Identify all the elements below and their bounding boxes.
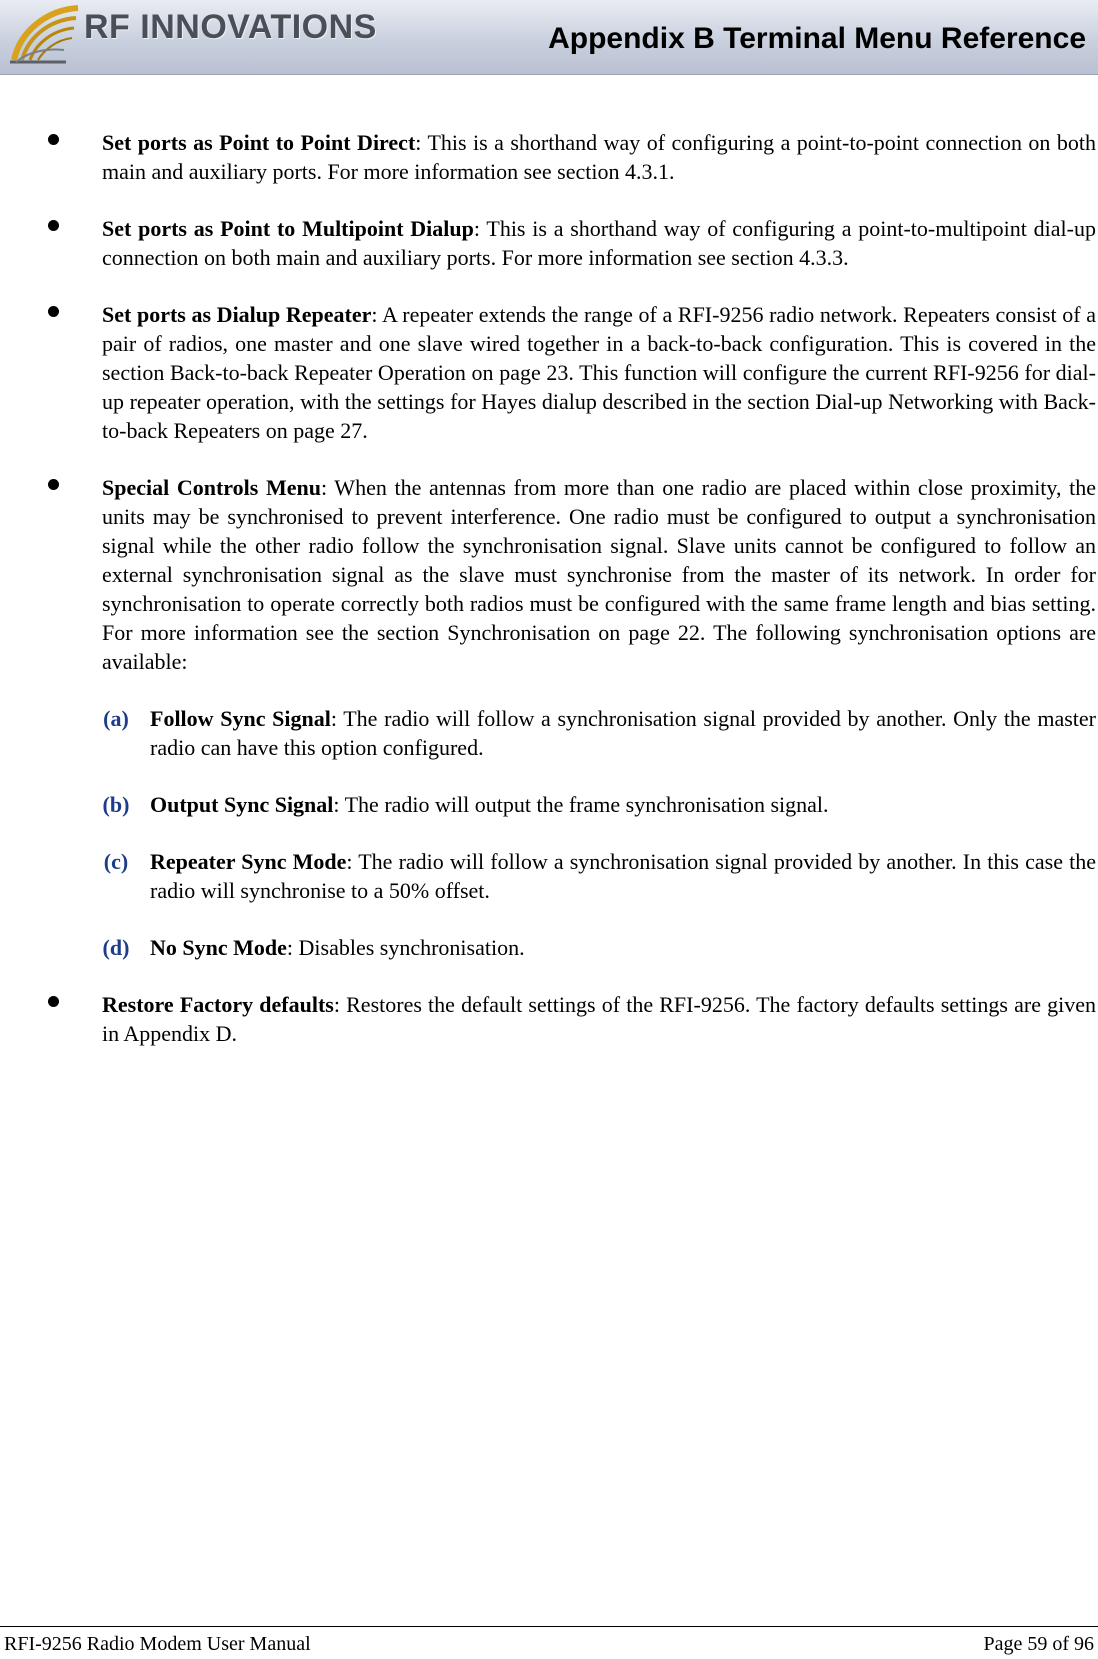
list-item: [48, 214, 1096, 272]
document-body: [48, 128, 1096, 1076]
bullet-icon: [48, 134, 59, 145]
sub-item-term: No Sync Mode: [150, 935, 287, 960]
bullet-icon: [48, 996, 59, 1007]
page-header: [0, 0, 1098, 75]
item-term: Set ports as Point to Multipoint Dialup: [102, 216, 474, 241]
sub-item-text: [150, 790, 1096, 819]
item-term: Set ports as Point to Point Direct: [102, 130, 416, 155]
sub-item-letter: (b): [102, 792, 130, 817]
item-term: Set ports as Dialup Repeater: [102, 302, 372, 327]
list-item: [48, 300, 1096, 445]
sub-item-letter: (c): [103, 849, 129, 874]
item-description: : When the antennas from more than one radio are placed within close proximity, the units may be synchronised to prevent interference. One radio must be configured to output a synchronisation signal while the other radio follow the synchronisation signal. Slave units cannot be configured to follow an external synchronisation signal as the slave must synchronise from the master of its network. In order for synchronisation to operate correctly both radios must be configured with the same frame length and bias setting. For more information see the section Synchronisation on page 22. The following synchronisation options are available:: [102, 475, 1096, 674]
bullet-icon: [48, 479, 59, 490]
list-item-text: [102, 990, 1096, 1048]
logo-emblem-icon: [10, 8, 78, 62]
list-item: [48, 990, 1096, 1048]
item-term: Special Controls Menu: [102, 475, 321, 500]
sub-list-item: [48, 790, 1096, 819]
sub-item-term: Output Sync Signal: [150, 792, 334, 817]
item-description: : A repeater extends the range of a RFI-9256 radio network. Repeaters consist of a pair of radios, one master and one slave wired together in a back-to-back configuration. This is covered in the section Back-to-back Repeater Operation on page 23. This function will configure the current RFI-9256 for dial-up repeater operation, with the settings for Hayes dialup described in the section Dial-up Networking with Back-to-back Repeaters on page 27.: [102, 302, 1096, 443]
sub-item-text: [150, 704, 1096, 762]
sub-item-description: : The radio will output the frame synchronisation signal.: [333, 792, 829, 817]
item-description: : This is a shorthand way of configuring a point-to-point connection on both main and auxiliary ports. For more information see section 4.3.1.: [102, 130, 1096, 184]
bullet-icon: [48, 306, 59, 317]
list-item-text: [102, 473, 1096, 676]
list-item-text: [102, 300, 1096, 445]
footer-divider: [0, 1626, 1098, 1627]
sub-list-item: [48, 704, 1096, 762]
sub-list-item: [48, 847, 1096, 905]
footer-manual-title: RFI-9256 Radio Modem User Manual: [4, 1633, 311, 1655]
list-item-text: [102, 214, 1096, 272]
item-description: : Restores the default settings of the RFI-9256. The factory defaults settings are given in Appendix D.: [102, 992, 1096, 1046]
logo-text: RF INNOVATIONS: [84, 8, 377, 46]
sub-item-letter: (d): [102, 935, 130, 960]
sub-item-description: : Disables synchronisation.: [286, 935, 525, 960]
sub-item-term: Repeater Sync Mode: [150, 849, 347, 874]
sub-item-description: : The radio will follow a synchronisation signal provided by another. Only the master radio can have this option configured.: [150, 706, 1097, 760]
page-title: Appendix B Terminal Menu Reference: [548, 22, 1086, 55]
list-item: [48, 128, 1096, 186]
sub-item-description: : The radio will follow a synchronisation signal provided by another. In this case the radio will synchronise to a 50% offset.: [150, 849, 1096, 903]
footer-page-number: Page 59 of 96: [983, 1633, 1094, 1655]
sub-item-letter: (a): [103, 706, 129, 731]
sync-options-list: [48, 704, 1096, 962]
item-description: : This is a shorthand way of configuring a point-to-multipoint dial-up connection on both main and auxiliary ports. For more information see section 4.3.3.: [102, 216, 1096, 270]
item-term: Restore Factory defaults: [102, 992, 334, 1017]
sub-item-text: [150, 933, 1096, 962]
list-item-text: [102, 128, 1096, 186]
sub-item-text: [150, 847, 1096, 905]
list-item: [48, 473, 1096, 962]
bullet-icon: [48, 220, 59, 231]
sub-item-term: Follow Sync Signal: [150, 706, 331, 731]
sub-list-item: [48, 933, 1096, 962]
